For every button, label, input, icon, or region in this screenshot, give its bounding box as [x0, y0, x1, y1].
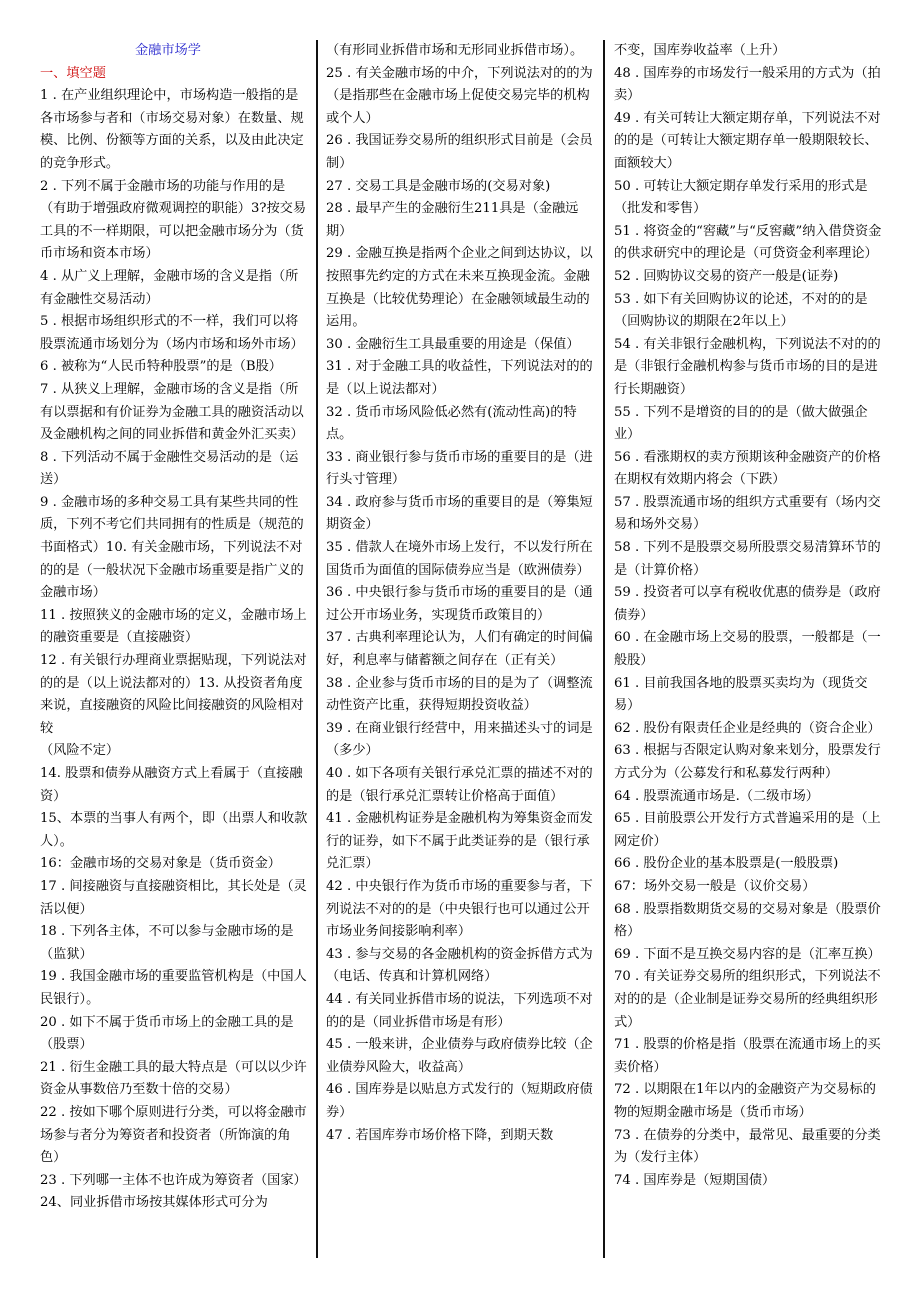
question-list	[614, 40, 886, 1192]
question-item: 6 . 被称为“人民币特种股票”的是（B股）	[40, 359, 282, 375]
question-item: 49 . 有关可转让大额定期存单，下列说法不对的的是（可转让大额定期存单一般期限较长、面额较大）	[614, 110, 881, 171]
question-item: 53 . 如下有关回购协议的论述，不对的的是（回购协议的期限在2年以上）	[614, 291, 868, 330]
question-item: 29 . 金融互换是指两个企业之间到达协议，以按照事先约定的方式在未来互换现金流。金融互换是（比较优势理论）在金融领域最生动的运用。	[326, 246, 593, 330]
question-item: 52 . 回购协议交易的资产一般是(证券)	[614, 268, 839, 284]
question-item: 61 . 目前我国各地的股票买卖均为（现货交易）	[614, 675, 868, 714]
question-item: 71 . 股票的价格是指（股票在流通市场上的买卖价格）	[614, 1037, 881, 1075]
question-item: 12 . 有关银行办理商业票据贴现，下列说法对的的是（以上说法都对的）13. 从投资者角度来说，直接融资的风险比间接融资的风险相对较	[40, 653, 307, 736]
question-item: 8 . 下列活动不属于金融性交易活动的是（运送）	[40, 449, 299, 488]
question-item: 37 . 古典利率理论认为，人们有确定的时间偏好，利息率与储蓄额之间存在（正有关）	[326, 630, 593, 669]
question-item: 56 . 看涨期权的卖方预期该种金融资产的价格在期权有效期内将会（下跌）	[614, 449, 881, 488]
question-item: 4 . 从广义上理解，金融市场的含义是指（所有金融性交易活动）	[40, 268, 299, 307]
question-item: 5 . 根据市场组织形式的不一样，我们可以将股票流通市场划分为（场内市场和场外市场）	[40, 314, 304, 352]
question-item: 36 . 中央银行参与货币市场的重要目的是（通过公开市场业务，实现货币政策目的）	[326, 585, 593, 623]
question-item: 30 . 金融衍生工具最重要的用途是（保值）	[326, 336, 580, 352]
column-divider	[603, 40, 605, 1258]
question-item: 14. 股票和债券从融资方式上看属于（直接融资）	[40, 766, 303, 804]
question-item: 38 . 企业参与货币市场的目的是为了（调整流动性资产比重，获得短期投资收益）	[326, 675, 593, 714]
question-item: 11 . 按照狭义的金融市场的定义，金融市场上的融资重要是（直接融资）	[40, 607, 307, 646]
question-item: 34 . 政府参与货币市场的重要目的是（筹集短期资金）	[326, 494, 593, 533]
question-item: 22 . 按如下哪个原则进行分类，可以将金融市场参与者分为筹资者和投资者（所饰演的角色）	[40, 1104, 307, 1166]
question-item: 74 . 国库券是（短期国债）	[614, 1172, 776, 1188]
question-item: 25 . 有关金融市场的中介，下列说法对的的为（是指那些在金融市场上促使交易完毕的机构或个人）	[326, 65, 593, 126]
column-divider	[316, 40, 318, 1258]
text-column-3	[614, 40, 886, 1291]
question-item: （有形同业拆借市场和无形同业拆借市场）。	[326, 43, 584, 58]
question-item: 43 . 参与交易的各金融机构的资金拆借方式为（电话、传真和计算机网络）	[326, 946, 593, 985]
question-item: 44 . 有关同业拆借市场的说法，下列选项不对的的是（同业拆借市场是有形）	[326, 991, 593, 1030]
question-item: 2 . 下列不属于金融市场的功能与作用的是（有助于增强政府微观调控的职能）3?按交易工具的不一样期限，可以把金融市场分为（货币市场和资本市场）	[40, 178, 307, 262]
question-item: 23 . 下列哪一主体不也许成为筹资者（国家）	[40, 1172, 307, 1188]
question-item: 46 . 国库券是以贴息方式发行的（短期政府债券）	[326, 1082, 593, 1120]
question-item: 58 . 下列不是股票交易所股票交易清算环节的是（计算价格）	[614, 540, 881, 578]
question-item: 54 . 有关非银行金融机构，下列说法不对的的是（非银行金融机构参与货币市场的目的是进行长期融资）	[614, 336, 881, 397]
question-item: 16：金融市场的交易对象是（货币资金）	[40, 856, 281, 872]
question-item: 51 . 将资金的“窖藏”与“反窖藏”纳入借贷资金的供求研究中的理论是（可贷资金利率理论）	[614, 223, 882, 262]
question-item: 33 . 商业银行参与货币市场的重要目的是（进行头寸管理）	[326, 449, 593, 488]
text-column-2	[326, 40, 598, 1291]
question-item: 40 . 如下各项有关银行承兑汇票的描述不对的的是（银行承兑汇票转让价格高于面值）	[326, 766, 593, 804]
question-item: 65 . 目前股票公开发行方式普遍采用的是（上网定价）	[614, 811, 881, 849]
question-list	[40, 85, 308, 1215]
question-item: 57 . 股票流通市场的组织方式重要有（场内交易和场外交易）	[614, 494, 881, 533]
question-item: （风险不定）	[40, 743, 120, 759]
question-item: 28 . 最早产生的金融衍生211具是（金融远期）	[326, 201, 579, 239]
question-item: 42 . 中央银行作为货币市场的重要参与者，下列说法不对的的是（中央银行也可以通过公开市场业务间接影响利率）	[326, 878, 593, 940]
question-item: 21 . 衍生金融工具的最大特点是（可以以少许资金从事数倍乃至数十倍的交易）	[40, 1059, 307, 1098]
question-item: 9 . 金融市场的多种交易工具有某些共同的性质，下列不考它们共同拥有的性质是（规范的书面格式）10. 有关金融市场，下列说法不对的的是（一般状况下金融市场重要是指广义的金融市场）	[40, 494, 304, 601]
question-item: 45 . 一般来讲，企业债券与政府债券比较（企业债券风险大，收益高）	[326, 1037, 593, 1075]
question-item: 55 . 下列不是增资的目的的是（做大做强企业）	[614, 404, 868, 443]
question-item: 31 . 对于金融工具的收益性，下列说法对的的是（以上说法都对）	[326, 359, 593, 397]
question-item: 68 . 股票指数期货交易的交易对象是（股票价格）	[614, 901, 881, 940]
question-item: 67：场外交易一般是（议价交易）	[614, 878, 816, 894]
section-title: 一、填空题	[40, 65, 106, 81]
document-title: 金融市场学	[135, 43, 201, 58]
question-item: 17 . 间接融资与直接融资相比，其长处是（灵活以便）	[40, 878, 307, 917]
question-item: 59 . 投资者可以享有税收优惠的债券是（政府债券）	[614, 585, 881, 623]
question-item: 70 . 有关证券交易所的组织形式，下列说法不对的的是（企业制是证券交易所的经典组织形式）	[614, 969, 881, 1030]
question-item: 20 . 如下不属于货币市场上的金融工具的是（股票）	[40, 1014, 294, 1053]
question-item: 35 . 借款人在境外市场上发行，不以发行所在国货币为面值的国际债券应当是（欧洲债券）	[326, 540, 593, 578]
question-item: 69 . 下面不是互换交易内容的是（汇率互换）	[614, 946, 881, 962]
question-item: 24、同业拆借市场按其媒体形式可分为	[40, 1195, 268, 1211]
question-item: 47 . 若国库券市场价格下降，到期天数	[326, 1127, 554, 1143]
text-column-1	[40, 40, 308, 1291]
question-item: 18 . 下列各主体，不可以参与金融市场的是（监狱）	[40, 924, 294, 962]
question-item: 39 . 在商业银行经营中，用来描述头寸的词是（多少）	[326, 720, 593, 759]
question-item: 48 . 国库券的市场发行一般采用的方式为（拍卖）	[614, 65, 881, 104]
question-item: 72 . 以期限在1年以内的金融资产为交易标的物的短期金融市场是（货币市场）	[614, 1082, 876, 1120]
question-item: 41 . 金融机构证券是金融机构为筹集资金而发行的证券，如下不属于此类证券的是（银行承兑汇票）	[326, 811, 593, 872]
question-item: 64 . 股票流通市场是.（二级市场）	[614, 788, 819, 804]
question-item: 62 . 股份有限责任企业是经典的（资合企业）	[614, 720, 881, 736]
question-item: 7 . 从狭义上理解，金融市场的含义是指（所有以票据和有价证券为金融工具的融资活动以及金融机构之间的同业拆借和黄金外汇买卖）	[40, 381, 304, 443]
question-item: 63 . 根据与否限定认购对象来划分，股票发行方式分为（公募发行和私募发行两种）	[614, 743, 881, 781]
question-item: 不变，国库券收益率（上升）	[614, 43, 786, 58]
question-item: 73 . 在债券的分类中，最常见、最重要的分类为（发行主体）	[614, 1127, 881, 1166]
question-list	[326, 40, 598, 1147]
question-item: 19 . 我国金融市场的重要监管机构是（中国人民银行）。	[40, 969, 307, 1007]
question-item: 32 . 货币市场风险低必然有(流动性高)的特点。	[326, 404, 577, 443]
question-item: 60 . 在金融市场上交易的股票，一般都是（一般股）	[614, 630, 881, 669]
question-item: 26 . 我国证券交易所的组织形式目前是（会员制）	[326, 133, 593, 171]
question-item: 15、本票的当事人有两个，即（出票人和收款人）。	[40, 811, 308, 849]
question-item: 1 . 在产业组织理论中，市场构造一般指的是各市场参与者和（市场交易对象）在数量、规模、比例、份额等方面的关系，以及由此决定的竞争形式。	[40, 88, 304, 171]
question-item: 27 . 交易工具是金融市场的(交易对象)	[326, 178, 551, 194]
question-item: 50 . 可转让大额定期存单发行采用的形式是（批发和零售）	[614, 178, 868, 217]
question-item: 66 . 股份企业的基本股票是(一般股票)	[614, 856, 839, 872]
